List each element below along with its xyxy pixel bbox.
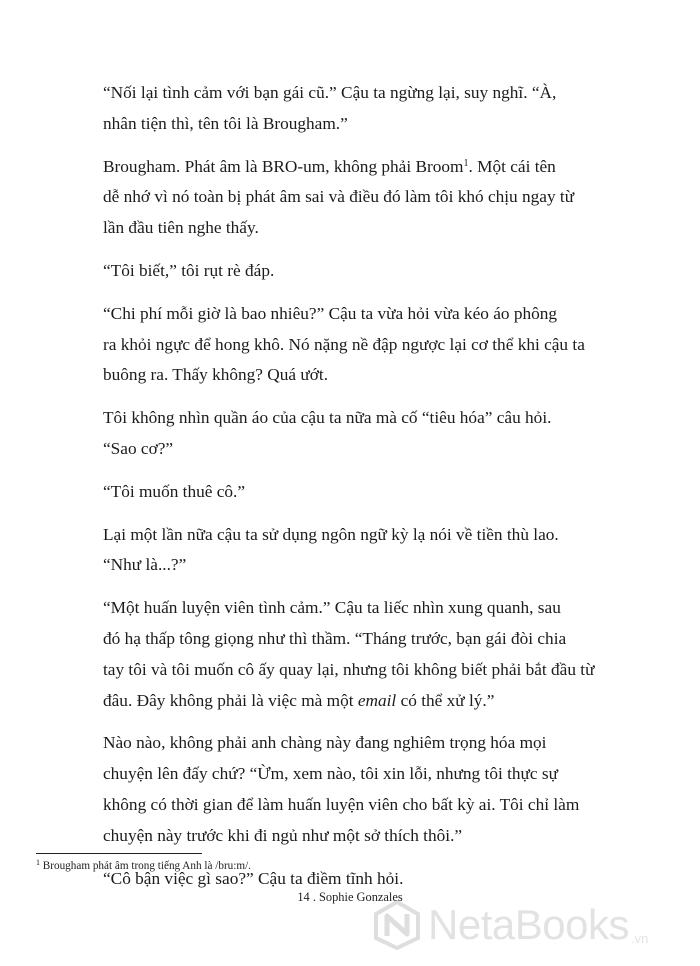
paragraph-1 <box>103 78 603 140</box>
text-line: “Chi phí mỗi giờ là bao nhiêu?” Cậu ta vừa hỏi vừa kéo áo phông <box>103 303 558 323</box>
text-line: Brougham. Phát âm là BRO-um, không phải Broom <box>103 156 464 176</box>
emphasis-word: email <box>357 690 397 710</box>
text-line: dễ nhớ vì nó toàn bị phát âm sai và điều đó làm tôi khó chịu ngay từ <box>103 187 575 207</box>
text-line: tay tôi và tôi muốn cô ấy quay lại, nhưng tôi không biết phải bắt đầu từ <box>103 659 595 679</box>
paragraph-8 <box>103 593 603 716</box>
text-line: lần đầu tiên nghe thấy. <box>103 218 259 238</box>
paragraph-4 <box>103 299 603 391</box>
footnote-divider <box>36 853 202 854</box>
text-line: Nào nào, không phải anh chàng này đang nghiêm trọng hóa mọi <box>103 733 547 753</box>
text-line: nhân tiện thì, tên tôi là Brougham.” <box>103 113 348 133</box>
text-line: không có thời gian để làm huấn luyện viên cho bất kỳ ai. Tôi chỉ làm <box>103 794 580 814</box>
footnote-marker: 1 <box>36 858 40 867</box>
footnote-text: Brougham phát âm trong tiếng Anh là /bru:m/. <box>42 860 251 872</box>
text-line: đâu. Đây không phải là việc mà một <box>103 690 358 710</box>
text-line: “Cô bận việc gì sao?” Cậu ta điềm tĩnh hỏi. <box>103 868 404 888</box>
text-line: đó hạ thấp tông giọng như thì thầm. “Tháng trước, bạn gái đòi chia <box>103 628 567 648</box>
text-line: “Tôi biết,” tôi rụt rè đáp. <box>103 260 275 280</box>
paragraph-3 <box>103 256 603 287</box>
text-line: “Một huấn luyện viên tình cảm.” Cậu ta liếc nhìn xung quanh, sau <box>103 598 561 618</box>
netabooks-watermark <box>372 900 648 950</box>
footnote-reference: 1 <box>463 157 469 169</box>
text-line: Tôi không nhìn quần áo của cậu ta nữa mà cố “tiêu hóa” câu hỏi. <box>103 408 552 428</box>
text-line: chuyện này trước khi đi ngủ như một sở thích thôi.” <box>103 825 463 845</box>
paragraph-7 <box>103 520 603 582</box>
text-line: ra khỏi ngực để hong khô. Nó nặng nề đập ngược lại cơ thể khi cậu ta <box>103 334 585 354</box>
watermark-suffix: .vn <box>630 931 649 946</box>
paragraph-9 <box>103 728 603 851</box>
watermark-brand: NetaBooks <box>428 901 629 948</box>
footnote <box>36 860 251 872</box>
text-line: chuyện lên đấy chứ? “Ừm, xem nào, tôi xin lỗi, nhưng tôi thực sự <box>103 764 558 784</box>
book-page-body <box>103 78 603 906</box>
text-line: “Sao cơ?” <box>103 438 174 458</box>
text-line: Lại một lần nữa cậu ta sử dụng ngôn ngữ kỳ lạ nói về tiền thù lao. <box>103 524 559 544</box>
text-line: “Tôi muốn thuê cô.” <box>103 481 246 501</box>
text-line: có thể xử lý.” <box>396 690 495 710</box>
paragraph-5 <box>103 403 603 465</box>
text-line: . Một cái tên <box>468 156 556 176</box>
text-line: “Nối lại tình cảm với bạn gái cũ.” Cậu ta ngừng lại, suy nghĩ. “À, <box>103 83 557 102</box>
netabooks-n-logo-icon <box>372 900 422 950</box>
text-line: “Như là...?” <box>103 555 187 575</box>
page-folio: 14 . Sophie Gonzales <box>297 890 403 904</box>
paragraph-2 <box>103 152 603 244</box>
text-line: buông ra. Thấy không? Quá ướt. <box>103 365 329 385</box>
paragraph-6 <box>103 477 603 508</box>
